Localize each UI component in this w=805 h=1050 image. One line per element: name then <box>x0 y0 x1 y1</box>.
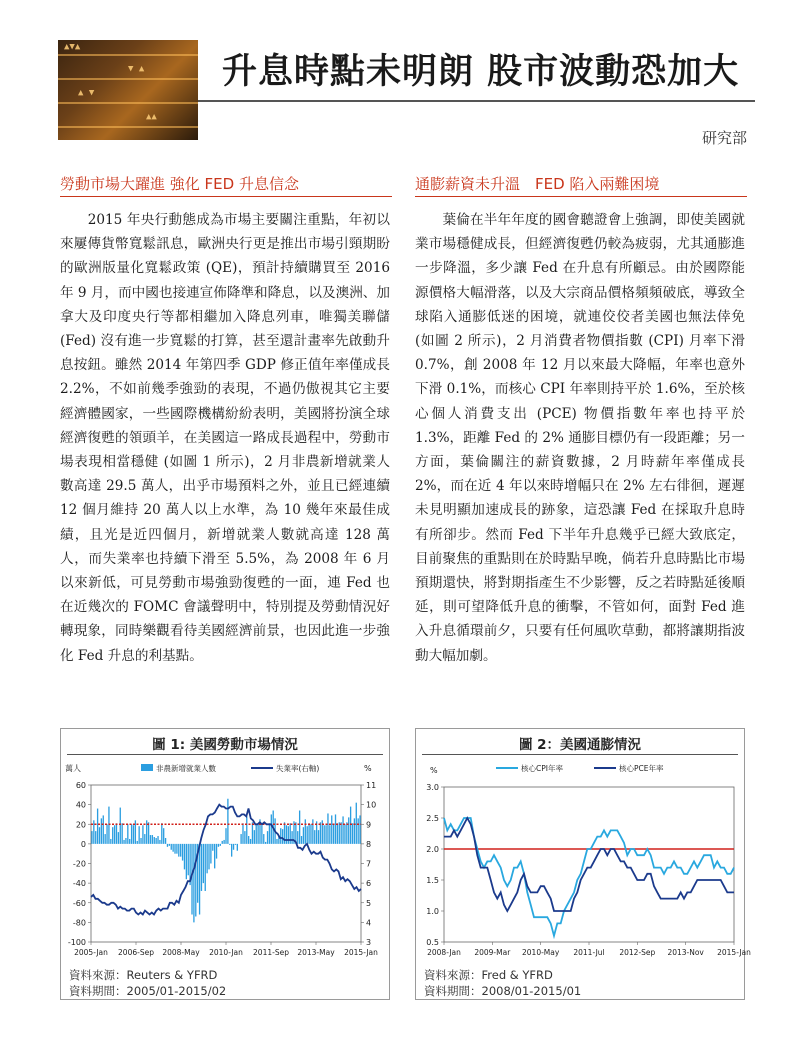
chart-1-bar <box>203 844 204 883</box>
chart-1-bar <box>263 834 264 844</box>
chart-1-bar <box>184 844 185 870</box>
chart-1-bar <box>108 807 109 844</box>
chart-2-y-tick-label: 2.5 <box>426 814 439 823</box>
chart-1-bar <box>352 823 353 844</box>
chart-1-bar <box>327 813 328 843</box>
chart-1-bar <box>305 819 306 844</box>
chart-2-core-cpi-line <box>444 818 734 936</box>
right-body-text: 葉倫在半年年度的國會聽證會上強調，即使美國就業市場穩健成長，但經濟復甦仍較為疲弱，尤其通膨進一步降溫，多少讓 Fed 在升息有所顧忌。由於國際能源價格大幅滑落，以及大宗商品價格頻頻破底，導致全球陷入通膨低迷的困境，就連佼佼者美國也無法倖免 (如圖 2 所示)，2 月消費者物價指數 (CPI) 月率下滑 0.7%，創 2008 年 12 月以來最大降幅，年率也意外下滑 0.1%，而核心 CPI 年率則持平於 1.6%，至於核心個人消費支出 (PCE) 物價指數年率也持平於 1.3%，距離 Fed 的 2% 通膨目標仍有一段距離；另一方面，葉倫關注的薪資數據，2 月時薪年率僅成長 2%，而在近 4 年以來時增幅只在 2% 左右徘徊，遲遲未見明顯加速成長的跡象，這恐讓 Fed 在採取升息時有所卻步。然而 Fed 下半年升息幾乎已經大致底定，目前聚焦的重點則在於時點早晚，倘若升息時點比市場預期還快，將對期指產生不少影響，反之若時點延後順延，則可望降低升息的衝擊，不管如何，面對 Fed 進入升息循環前夕，只要有任何風吹草動，都將讓期指波動大幅加劇。 <box>415 212 745 664</box>
chart-1-bar <box>218 844 219 847</box>
chart-2-title: 圖 2：美國通膨情況 <box>518 737 642 753</box>
chart-1-bar <box>337 823 338 844</box>
chart-2-x-tick-label: 2015-Jan <box>717 948 751 957</box>
chart-1-bar <box>233 844 234 850</box>
chart-1-bar <box>131 824 132 844</box>
header-stock-board-image: ▲▼▲ ▼ ▲ ▲ ▼ ▲▲ <box>58 40 198 140</box>
chart-1-bar <box>308 823 309 844</box>
chart-1-bar <box>299 811 300 844</box>
chart-1-x-tick-label: 2013-May <box>297 948 335 957</box>
chart-1-bar <box>97 809 98 844</box>
chart-1-bar <box>174 844 175 854</box>
chart-1-bar <box>165 838 166 844</box>
chart-1-bar <box>252 822 253 844</box>
chart-1-period: 資料期間：2005/01-2015/02 <box>69 984 227 998</box>
page-title: 升息時點未明朗 股市波動恐加大 <box>222 52 740 92</box>
chart-1-bar <box>310 824 311 844</box>
chart-1-right-tick-label: 10 <box>366 800 377 810</box>
chart-1-left-tick-label: -60 <box>72 898 86 908</box>
chart-1-bar <box>333 824 334 844</box>
chart-1-bar <box>222 841 223 844</box>
chart-1-left-tick-label: -40 <box>72 879 86 889</box>
chart-1-bar <box>159 840 160 844</box>
chart-1-bar <box>144 834 145 844</box>
chart-1-bar <box>167 844 168 847</box>
chart-1-bar <box>133 825 134 844</box>
chart-1-bar <box>342 816 343 843</box>
chart-1-bar <box>116 823 117 844</box>
chart-1-bar <box>312 819 313 844</box>
chart-1-bar <box>210 844 211 864</box>
chart-1-right-tick-label: 4 <box>366 918 372 928</box>
chart-1-bar <box>171 844 172 850</box>
chart-1-x-tick-label: 2011-Sep <box>253 948 289 957</box>
chart-1-bar <box>178 844 179 857</box>
chart-1-bar <box>303 827 304 844</box>
chart-1-bar <box>101 818 102 844</box>
chart-1-bar <box>248 836 249 844</box>
chart-1-source: 資料來源：Reuters & YFRD <box>69 968 218 982</box>
chart-1-left-tick-label: 20 <box>75 820 86 830</box>
title-divider <box>198 100 755 102</box>
chart-1-left-tick-label: 40 <box>75 800 86 810</box>
chart-1-bar <box>176 844 177 854</box>
chart-2-inflation <box>415 728 751 1000</box>
chart-1-bar <box>356 803 357 844</box>
chart-1-bar <box>161 823 162 844</box>
chart-1-x-tick-label: 2015-Jan <box>344 948 378 957</box>
chart-1-bar <box>269 823 270 844</box>
chart-1-bar <box>114 825 115 844</box>
chart-2-y-tick-label: 2.0 <box>426 845 439 854</box>
chart-1-bar <box>339 822 340 844</box>
chart-2-title-rule <box>422 754 738 755</box>
chart-1-bar <box>110 839 111 844</box>
chart-2-legend-label-pce: 核心PCE年率 <box>619 764 664 773</box>
chart-1-bar <box>180 844 181 857</box>
chart-1-bar <box>120 808 121 844</box>
chart-1-bar <box>344 824 345 844</box>
chart-2-y-tick-label: 1.0 <box>426 907 439 916</box>
chart-2-y-tick-label: 1.5 <box>426 876 439 885</box>
chart-1-bar <box>93 820 94 844</box>
chart-2-x-tick-label: 2009-Mar <box>474 948 511 957</box>
chart-2-legend-label-cpi: 核心CPI年率 <box>521 764 563 773</box>
chart-1-bar <box>105 834 106 844</box>
chart-1-bar <box>254 830 255 844</box>
chart-1-bar <box>172 844 173 852</box>
chart-1-bar <box>227 799 228 844</box>
chart-1-bar <box>225 828 226 844</box>
chart-1-bar <box>307 826 308 844</box>
chart-1-bar <box>335 814 336 843</box>
chart-1-bar <box>129 839 130 844</box>
chart-1-right-tick-label: 3 <box>366 938 372 947</box>
chart-1-right-tick-label: 6 <box>366 879 372 889</box>
chart-1-bar <box>331 815 332 843</box>
chart-1-legend-label-line: 失業率(右軸) <box>276 764 320 773</box>
chart-1-bar <box>125 838 126 844</box>
chart-1-bar <box>154 837 155 844</box>
chart-1-bar <box>354 818 355 844</box>
chart-1-title: 圖 1: 美國勞動市場情況 <box>152 737 298 753</box>
chart-2-plot <box>416 759 751 967</box>
chart-2-x-tick-label: 2010-May <box>522 948 560 957</box>
chart-1-right-axis-unit: % <box>364 764 372 773</box>
chart-1-bar <box>191 844 192 915</box>
chart-1-right-tick-label: 7 <box>366 859 372 869</box>
chart-1-bar <box>341 822 342 844</box>
right-section-heading: 通膨薪資未升溫 FED 陷入兩難困境 <box>415 175 660 193</box>
chart-1-x-tick-label: 2008-May <box>162 948 200 957</box>
chart-1-x-tick-label: 2005-Jan <box>74 948 108 957</box>
chart-1-bar <box>242 823 243 844</box>
chart-1-bar <box>301 836 302 844</box>
chart-1-bar <box>212 844 213 851</box>
chart-1-bar <box>155 838 156 844</box>
chart-1-bar <box>244 831 245 844</box>
chart-1-bar <box>106 824 107 844</box>
chart-1-bar <box>229 844 230 845</box>
chart-1-bar <box>235 844 236 845</box>
right-section-rule <box>415 196 747 197</box>
chart-1-bar <box>282 829 283 844</box>
chart-1-left-axis-unit: 萬人 <box>65 764 81 773</box>
chart-1-bar <box>201 844 202 891</box>
chart-1-bar <box>220 844 221 846</box>
chart-1-bar <box>358 818 359 844</box>
chart-1-bar <box>195 844 196 917</box>
chart-2-y-tick-label: 3.0 <box>426 783 439 792</box>
chart-1-unemployment-line <box>91 805 361 915</box>
chart-1-bar <box>297 831 298 844</box>
chart-1-bar <box>186 844 187 879</box>
chart-1-x-tick-label: 2010-Jan <box>209 948 243 957</box>
chart-1-bar <box>157 836 158 844</box>
chart-1-bar <box>231 844 232 857</box>
chart-2-source: 資料來源：Fred & YFRD <box>424 968 553 982</box>
chart-1-bar <box>95 831 96 844</box>
chart-1-bar <box>271 814 272 843</box>
chart-2-axis-unit: % <box>430 766 438 775</box>
left-section-rule <box>60 196 392 197</box>
chart-1-bar <box>163 828 164 844</box>
chart-1-bar <box>280 828 281 844</box>
chart-1-bar <box>208 844 209 870</box>
left-body-text: 2015 年央行動態成為市場主要關注重點，年初以來屢傳貨幣寬鬆訊息，歐洲央行更是推出市場引頸期盼的歐洲版量化寬鬆政策 (QE)，預計持續購買至 2016 年 9 月，而中國也接連宣佈降準和降息，以及澳洲、加拿大及印度央行等都相繼加入降息列車，唯獨美聯儲 (Fed) 沒有進一步寬鬆的打算，甚至還計畫率先啟動升息按鈕。雖然 2014 年第四季 GDP 修正值年率僅成長 2.2%，不如前幾季強勁的表現，不過仍傲視其它主要經濟體國家，一些國際機構紛紛表明，美國將扮演全球經濟復甦的領頭羊，在美國這一路成長過程中，勞動市場表現相當穩健 (如圖 1 所示)，2 月非農新增就業人數高達 29.5 萬人，出乎市場預料之外，並且已經連續 12 個月維持 20 萬人以上水準，為 10 幾年來最佳成績，且光是近四個月，新增就業人數就高達 128 萬人，而失業率也持續下滑至 5.5%，為 2008 年 6 月以來新低，可見勞動市場強勁復甦的一面，連 Fed 也在近幾次的 FOMC 會議聲明中，特別提及勞動情況好轉現象，同時樂觀看待美國經濟前景，也因此進一步強化 Fed 升息的利基點。 <box>60 212 390 664</box>
chart-1-legend-swatch-bars <box>141 764 153 771</box>
chart-1-bar <box>348 817 349 843</box>
left-section-heading: 勞動市場大躍進 強化 FED 升息信念 <box>60 175 299 193</box>
chart-1-bar <box>140 838 141 844</box>
chart-1-bar <box>267 831 268 844</box>
chart-1-right-tick-label: 8 <box>366 839 372 849</box>
chart-1-bar <box>150 835 151 844</box>
chart-1-bar <box>148 822 149 844</box>
chart-1-left-tick-label: -20 <box>72 859 86 869</box>
chart-1-bar <box>324 825 325 844</box>
chart-1-bar <box>257 824 258 844</box>
chart-1-bar <box>261 825 262 844</box>
chart-1-bar <box>127 824 128 844</box>
chart-2-x-tick-label: 2012-Sep <box>619 948 656 957</box>
chart-1-plot <box>61 759 389 967</box>
chart-1-x-tick-label: 2006-Sep <box>118 948 154 957</box>
chart-1-bar <box>314 830 315 844</box>
chart-2-period: 資料期間：2008/01-2015/01 <box>424 984 582 998</box>
chart-1-bar <box>169 844 170 846</box>
chart-2-y-tick-label: 0.5 <box>426 938 439 947</box>
chart-1-bar <box>359 815 360 843</box>
chart-1-bar <box>118 832 119 844</box>
chart-1-bar <box>193 844 194 923</box>
chart-1-bar <box>182 844 183 861</box>
chart-1-bar <box>250 839 251 844</box>
chart-1-bar <box>91 831 92 844</box>
chart-1-bar <box>216 844 217 859</box>
chart-1-bar <box>286 825 287 844</box>
chart-2-x-tick-label: 2013-Nov <box>667 948 704 957</box>
chart-1-bar <box>325 825 326 844</box>
chart-1-bar <box>246 816 247 843</box>
chart-1-bar <box>152 835 153 844</box>
chart-1-bar <box>99 827 100 844</box>
chart-1-bar <box>199 844 200 915</box>
chart-1-bar <box>320 822 321 844</box>
chart-1-left-tick-label: 0 <box>80 839 86 849</box>
chart-1-bar <box>123 840 124 844</box>
chart-1-bar <box>103 815 104 843</box>
chart-1-bar <box>256 825 257 844</box>
chart-1-bar <box>112 827 113 844</box>
chart-2-x-tick-label: 2008-Jan <box>427 948 461 957</box>
chart-1-bar <box>291 831 292 844</box>
chart-2-x-tick-label: 2011-Jul <box>573 948 605 957</box>
chart-1-bar <box>206 844 207 873</box>
chart-1-bar <box>346 822 347 844</box>
chart-1-bar <box>205 844 206 891</box>
chart-1-bar <box>276 839 277 844</box>
chart-1-bar <box>214 844 215 869</box>
chart-1-right-tick-label: 11 <box>366 781 377 790</box>
chart-1-bar <box>237 844 238 851</box>
chart-1-title-rule <box>67 754 383 755</box>
chart-1-bar <box>138 826 139 844</box>
chart-1-bar <box>350 807 351 844</box>
chart-1-bar <box>329 825 330 844</box>
chart-1-legend-label-bars: 非農新增就業人數 <box>156 764 216 773</box>
chart-1-bar <box>121 823 122 844</box>
chart-1-bar <box>137 841 138 844</box>
chart-2-core-pce-line <box>444 818 734 911</box>
chart-1-bar <box>318 830 319 844</box>
chart-1-right-tick-label: 5 <box>366 898 372 908</box>
chart-1-left-tick-label: -80 <box>72 918 86 928</box>
chart-1-bar <box>223 840 224 844</box>
chart-1-bar <box>188 844 189 875</box>
chart-1-right-tick-label: 9 <box>366 820 372 830</box>
chart-1-bar <box>142 825 143 844</box>
chart-1-bar <box>265 842 266 844</box>
chart-1-labor-market <box>60 728 390 1000</box>
chart-1-left-tick-label: 60 <box>75 781 86 790</box>
chart-1-left-tick-label: -100 <box>67 938 86 947</box>
chart-2-plot-frame <box>444 787 734 942</box>
chart-1-bar <box>240 834 241 844</box>
department-label: 研究部 <box>701 129 747 147</box>
chart-1-bar <box>288 826 289 844</box>
